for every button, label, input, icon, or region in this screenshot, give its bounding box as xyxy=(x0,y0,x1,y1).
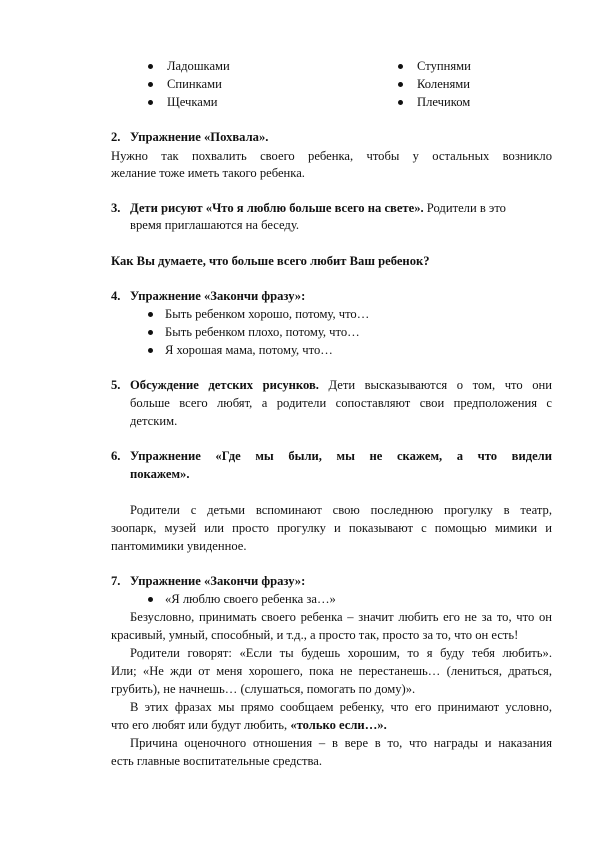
section-5-title: Обсуждение детских рисунков. xyxy=(130,378,319,392)
section-3-number: 3. xyxy=(111,201,121,215)
paragraph-line: Родители говорят: «Если ты будешь хорошим, то я буду тебя любить». xyxy=(130,646,552,660)
paragraph-line: Или; «Не жди от меня хорошего, пока не перестанешь… (лениться, драться, xyxy=(111,664,552,678)
bullet-icon xyxy=(398,64,403,69)
bullet-icon xyxy=(148,100,153,105)
list-item: Быть ребенком хорошо, потому, что… xyxy=(165,307,370,321)
section-3-title: Дети рисуют «Что я люблю больше всего на свете». xyxy=(130,201,424,215)
list-item: Быть ребенком плохо, потому, что… xyxy=(165,325,360,339)
section-3-text: Родители в это xyxy=(423,201,506,215)
section-6-title: Упражнение «Где мы были, мы не скажем, а что видели xyxy=(130,449,552,463)
bullet-icon xyxy=(398,100,403,105)
section-2-text-line: желание тоже иметь такого ребенка. xyxy=(111,166,305,180)
paragraph-text: что его любят или будут любить, xyxy=(111,718,291,732)
list-item: Щечками xyxy=(167,95,218,109)
section-2-title: Упражнение «Похвала». xyxy=(130,130,269,144)
emphasis-text: «только если…». xyxy=(290,718,387,732)
paragraph-line: Безусловно, принимать своего ребенка – значит любить его не за то, что он xyxy=(130,610,552,624)
paragraph-line: красивый, умный, способный, и т.д., а просто так, просто за то, что он есть! xyxy=(111,628,519,642)
bullet-icon xyxy=(148,597,153,602)
section-5-text: Дети высказываются о том, что они xyxy=(318,378,552,392)
section-3-line xyxy=(130,200,506,216)
section-4-number: 4. xyxy=(111,289,121,303)
bullet-icon xyxy=(148,330,153,335)
section-6-title-line: покажем». xyxy=(130,467,190,481)
section-2-text-line: Нужно так похвалить своего ребенка, чтобы у остальных возникло xyxy=(111,149,552,163)
list-item: Ладошками xyxy=(167,59,230,73)
section-2-number: 2. xyxy=(111,130,121,144)
section-6-number: 6. xyxy=(111,449,121,463)
section-5-number: 5. xyxy=(111,378,121,392)
section-4-title: Упражнение «Закончи фразу»: xyxy=(130,289,306,303)
list-item: Ступнями xyxy=(417,59,471,73)
paragraph-line: зоопарк, музей или просто прогулку и показывают с помощью мимики и xyxy=(111,521,552,535)
section-5-line xyxy=(130,377,552,393)
section-7-number: 7. xyxy=(111,574,121,588)
list-item: Спинками xyxy=(167,77,222,91)
bullet-icon xyxy=(398,82,403,87)
section-5-text-line: детским. xyxy=(130,414,178,428)
bullet-icon xyxy=(148,82,153,87)
paragraph-line: есть главные воспитательные средства. xyxy=(111,754,323,768)
bullet-icon xyxy=(148,64,153,69)
question-heading: Как Вы думаете, что больше всего любит Ваш ребенок? xyxy=(111,254,430,268)
paragraph-line xyxy=(111,717,387,733)
paragraph-line: Причина оценочного отношения – в вере в то, что награды и наказания xyxy=(130,736,552,750)
list-item: «Я люблю своего ребенка за…» xyxy=(165,592,336,606)
section-3-text-line: время приглашаются на беседу. xyxy=(130,218,300,232)
section-5-text-line: больше всего любят, а родители сопоставляют свои предположения с xyxy=(130,396,552,410)
paragraph-line: В этих фразах мы прямо сообщаем ребенку, что его принимают условно, xyxy=(130,700,552,714)
paragraph-line: пантомимики увиденное. xyxy=(111,539,247,553)
bullet-icon xyxy=(148,348,153,353)
bullet-icon xyxy=(148,312,153,317)
section-7-title: Упражнение «Закончи фразу»: xyxy=(130,574,306,588)
list-item: Коленями xyxy=(417,77,471,91)
paragraph-line: Родители с детьми вспоминают свою последнюю прогулку в театр, xyxy=(130,503,552,517)
list-item: Я хорошая мама, потому, что… xyxy=(165,343,333,357)
list-item: Плечиком xyxy=(417,95,471,109)
paragraph-line: грубить), не начнешь… (слушаться, помогать по дому)». xyxy=(111,682,416,696)
